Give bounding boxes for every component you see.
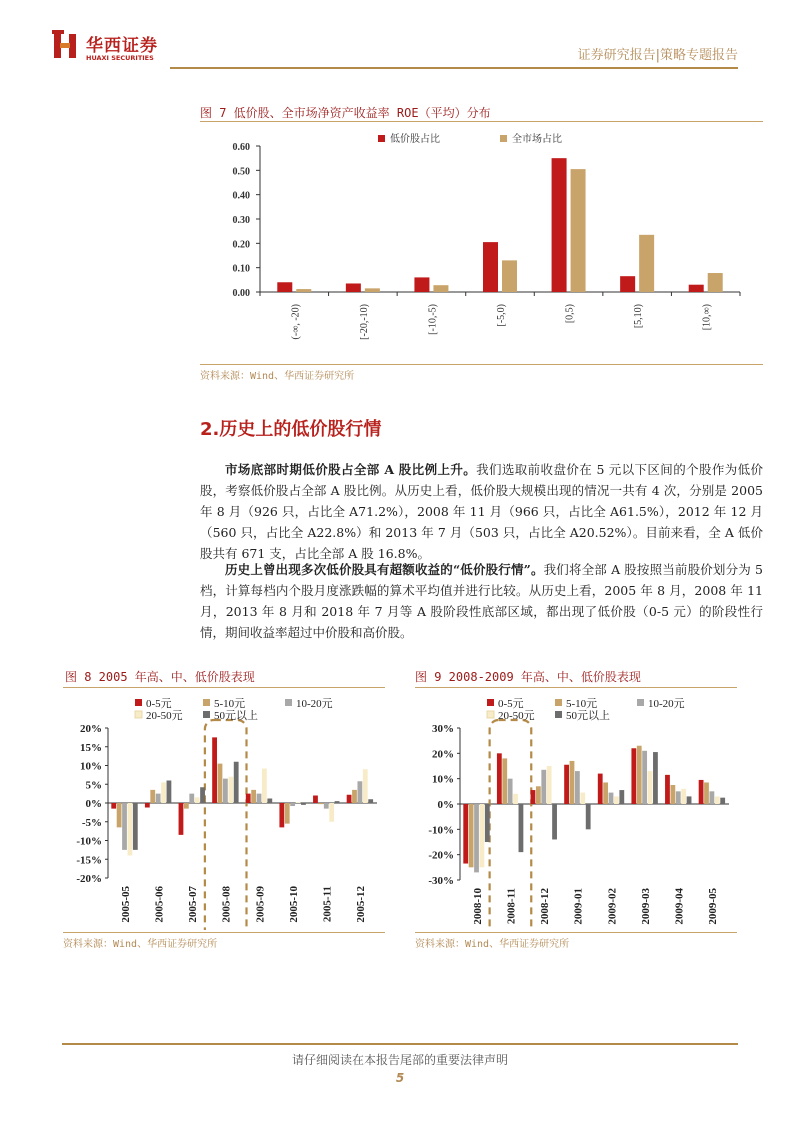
fig8-bar-3 xyxy=(290,803,295,806)
fig8-y-tick-label: -15% xyxy=(76,854,102,867)
fig8-y-tick-label: 0% xyxy=(85,798,102,810)
fig9-bar-5 xyxy=(519,804,524,852)
fig9-x-tick-label: 2009-03 xyxy=(639,888,652,925)
fig9-bar-1 xyxy=(497,753,502,804)
logo-text-cn: 华西证券 xyxy=(86,36,158,56)
fig9-bar-3 xyxy=(609,793,614,804)
fig8-bar-2 xyxy=(150,790,155,803)
fig7-bar-low-price xyxy=(414,277,429,292)
fig9-legend-label: 20-50元 xyxy=(498,710,535,722)
fig7-bar-market xyxy=(433,285,448,292)
paragraph-1 xyxy=(200,459,763,564)
fig8-bar-3 xyxy=(257,794,262,803)
fig9-y-tick-label: -10% xyxy=(428,824,454,837)
fig9-bar-1 xyxy=(463,804,468,864)
fig9-bar-4 xyxy=(547,766,552,804)
fig8-bar-3 xyxy=(189,794,194,803)
fig9-x-tick-label: 2008-11 xyxy=(505,888,518,925)
fig9-bar-2 xyxy=(603,782,608,804)
fig9-legend-swatch xyxy=(487,699,494,706)
fig7-legend-swatch xyxy=(500,135,507,142)
fig8-bar-2 xyxy=(318,803,323,804)
fig8-bar-2 xyxy=(184,803,189,809)
fig8-legend-label: 20-50元 xyxy=(146,710,183,722)
fig8-bar-5 xyxy=(335,801,340,803)
fig8-legend-swatch xyxy=(285,699,292,706)
fig8-legend-label: 0-5元 xyxy=(146,698,172,710)
fig8-bar-5 xyxy=(167,781,172,804)
fig9-x-tick-label: 2009-01 xyxy=(572,888,585,925)
fig8-legend-label: 10-20元 xyxy=(296,698,333,710)
fig8-bar-3 xyxy=(357,781,362,803)
fig8-bar-3 xyxy=(156,794,161,803)
fig9-source: 资料来源：Wind、华西证券研究所 xyxy=(415,939,570,950)
fig9-legend-label: 10-20元 xyxy=(648,698,685,710)
fig8-bar-1 xyxy=(347,795,352,803)
fig9-bottom-rule xyxy=(415,932,737,933)
header xyxy=(0,0,800,72)
fig9-bar-4 xyxy=(513,794,518,804)
fig8-x-tick-label: 2005-06 xyxy=(153,886,166,923)
fig7-chart xyxy=(200,124,763,364)
header-rule xyxy=(170,67,738,69)
fig8-bar-4 xyxy=(262,769,267,804)
fig8-x-tick-label: 2005-10 xyxy=(287,886,300,923)
paragraph-2 xyxy=(200,559,763,643)
fig9-bar-5 xyxy=(485,804,490,842)
fig9-bar-2 xyxy=(637,746,642,804)
fig7-bottom-rule xyxy=(200,364,763,365)
fig7-bar-market xyxy=(639,235,654,292)
fig8-bar-1 xyxy=(313,796,318,804)
fig8-source: 资料来源：Wind、华西证券研究所 xyxy=(63,939,218,950)
fig9-bar-2 xyxy=(704,782,709,804)
fig7-y-tick-label: 0.20 xyxy=(232,239,250,251)
fig7-bar-low-price xyxy=(552,158,567,292)
fig8-y-tick-label: 15% xyxy=(80,741,102,754)
fig7-y-tick-label: 0.00 xyxy=(232,288,250,299)
fig9-bar-2 xyxy=(502,758,507,804)
fig9-bar-1 xyxy=(564,765,569,804)
fig9-chart xyxy=(415,690,737,930)
fig8-top-rule xyxy=(63,687,385,688)
logo-mark-icon xyxy=(52,30,80,60)
fig7-bar-market xyxy=(502,260,517,292)
fig8-bar-3 xyxy=(223,779,228,803)
fig7-source: 资料来源：Wind、华西证券研究所 xyxy=(200,371,355,382)
fig9-bar-3 xyxy=(541,770,546,804)
fig9-x-tick-label: 2009-04 xyxy=(673,888,686,925)
fig7-legend-label: 全市场占比 xyxy=(512,134,562,145)
fig9-top-rule xyxy=(415,687,737,688)
logo-text-en: HUAXI SECURITIES xyxy=(86,54,154,62)
paragraph-2-body: 我们将全部 A 股按照当前股价划分为 5 档，计算每档内个股月度涨跌幅的算术平均值并进行比较。从历史上看，2005 年 8 月，2008 年 11 月，2013 年 8 月和 2018 年 7 月等 A 股阶段性底部区域，都出现了低价股（0-5 元）的阶段性行情，期间收益率超过中价股和高价股。 xyxy=(200,562,763,640)
fig9-legend-swatch xyxy=(487,711,494,718)
fig7-bar-low-price xyxy=(483,242,498,292)
fig8-bar-4 xyxy=(228,777,233,803)
fig9-bar-5 xyxy=(720,798,725,804)
fig7-x-tick-label: [-20,-10) xyxy=(358,304,370,340)
fig7-y-tick-label: 0.60 xyxy=(232,142,250,153)
fig8-bar-2 xyxy=(117,803,122,827)
fig8-legend-swatch xyxy=(135,711,142,718)
fig8-bar-1 xyxy=(145,803,150,808)
fig8-bar-5 xyxy=(234,762,239,803)
fig7-top-rule xyxy=(200,121,763,122)
fig9-bar-1 xyxy=(598,774,603,804)
fig8-bar-4 xyxy=(161,782,166,803)
fig8-y-tick-label: 20% xyxy=(80,723,102,735)
fig8-bar-2 xyxy=(285,803,290,824)
fig9-bar-3 xyxy=(575,771,580,804)
fig8-y-tick-label: 10% xyxy=(80,760,102,773)
fig7-legend-swatch xyxy=(378,135,385,142)
fig8-bar-5 xyxy=(368,799,373,803)
fig8-bar-1 xyxy=(212,737,217,803)
fig7-bar-low-price xyxy=(689,285,704,292)
paragraph-1-body: 我们选取前收盘价在 5 元以下区间的个股作为低价股，考察低价股占全部 A 股比例。从历史上看，低价股大规模出现的情况一共有 4 次，分别是 2005 年 8 月（926 只，占比全 A71.2%），2008 年 11 月（966 只，占比全 A61.5%），2012 年 12 月（560 只，占比全 A22.8%）和 2013 年 7 月（503 只，占比全 A20.52%）。目前来看，全 A 低价股共有 671 支，占比全部 A 股 16.8%。 xyxy=(200,462,764,561)
paragraph-1-lead: 市场底部时期低价股占全部 A 股比例上升。 xyxy=(225,462,477,477)
fig9-bar-4 xyxy=(614,796,619,804)
fig8-bar-5 xyxy=(200,787,205,803)
fig9-bar-2 xyxy=(469,804,474,867)
paragraph-2-lead: 历史上曾出现多次低价股具有超额收益的“低价股行情”。 xyxy=(225,562,544,577)
fig8-bar-4 xyxy=(128,803,133,856)
footer-rule xyxy=(62,1043,738,1045)
fig7-y-tick-label: 0.30 xyxy=(232,215,250,226)
fig8-y-tick-label: 5% xyxy=(85,779,102,792)
fig7-x-tick-label: (-∞, -20) xyxy=(290,304,302,340)
fig9-bar-5 xyxy=(653,752,658,804)
fig9-legend-swatch xyxy=(637,699,644,706)
fig8-legend-label: 50元以上 xyxy=(214,710,258,722)
fig8-bottom-rule xyxy=(63,932,385,933)
fig8-bar-2 xyxy=(352,790,357,803)
fig7-bar-market xyxy=(296,289,311,292)
fig9-x-tick-label: 2009-05 xyxy=(707,888,720,925)
fig8-x-tick-label: 2005-07 xyxy=(187,886,200,923)
fig8-legend-swatch xyxy=(135,699,142,706)
fig9-y-tick-label: 30% xyxy=(432,723,454,735)
fig7-title: 图 7 低价股、全市场净资产收益率 ROE（平均）分布 xyxy=(200,106,491,120)
fig8-bar-4 xyxy=(296,802,301,803)
fig8-title: 图 8 2005 年高、中、低价股表现 xyxy=(65,670,255,684)
fig9-y-tick-label: 0% xyxy=(437,799,454,811)
fig7-x-tick-label: [-10,-5) xyxy=(427,304,439,335)
fig9-bar-5 xyxy=(687,796,692,804)
fig8-chart xyxy=(63,690,385,930)
fig9-bar-1 xyxy=(631,748,636,804)
fig7-y-tick-label: 0.40 xyxy=(232,190,250,202)
fig9-bar-3 xyxy=(709,791,714,804)
fig8-bar-2 xyxy=(251,790,256,803)
fig7-legend-label: 低价股占比 xyxy=(390,134,440,145)
fig7-x-tick-label: [-5,0) xyxy=(496,304,507,327)
fig9-y-tick-label: -20% xyxy=(428,849,454,862)
fig9-bar-4 xyxy=(681,789,686,804)
fig9-bar-4 xyxy=(480,804,485,867)
fig8-x-tick-label: 2005-09 xyxy=(254,886,267,923)
fig9-bar-3 xyxy=(642,751,647,804)
fig9-bar-4 xyxy=(580,793,585,804)
fig7-y-tick-label: 0.10 xyxy=(232,263,250,275)
fig8-legend-swatch xyxy=(203,699,210,706)
fig7-x-tick-label: [5,10) xyxy=(633,304,645,329)
fig8-bar-3 xyxy=(122,803,127,850)
page-number: 5 xyxy=(395,1071,405,1085)
fig7-bar-low-price xyxy=(346,283,361,292)
fig7-y-tick-label: 0.50 xyxy=(232,166,250,178)
fig9-bar-5 xyxy=(586,804,591,829)
fig8-bar-4 xyxy=(363,769,368,803)
fig8-x-tick-label: 2005-08 xyxy=(220,886,233,923)
fig8-x-tick-label: 2005-12 xyxy=(355,886,368,923)
fig9-legend-swatch xyxy=(555,711,562,718)
fig7-bar-market xyxy=(365,288,380,292)
fig9-x-tick-label: 2008-10 xyxy=(471,888,484,925)
fig8-x-tick-label: 2005-05 xyxy=(119,886,132,923)
fig9-y-tick-label: -30% xyxy=(428,875,454,887)
fig8-x-tick-label: 2005-11 xyxy=(321,886,334,923)
fig7-bar-market xyxy=(571,169,586,292)
fig9-title: 图 9 2008-2009 年高、中、低价股表现 xyxy=(415,670,641,684)
fig9-legend-label: 5-10元 xyxy=(566,698,598,710)
fig9-bar-3 xyxy=(676,791,681,804)
fig8-bar-1 xyxy=(246,794,251,803)
fig7-x-tick-label: [0,5) xyxy=(564,304,576,324)
footer-disclaimer: 请仔细阅读在本报告尾部的重要法律声明 xyxy=(291,1053,508,1067)
fig8-bar-2 xyxy=(218,764,223,803)
fig9-y-tick-label: 20% xyxy=(432,748,454,761)
fig7-bar-market xyxy=(708,273,723,292)
fig8-bar-1 xyxy=(111,803,116,809)
fig8-legend-label: 5-10元 xyxy=(214,698,246,710)
fig9-x-tick-label: 2008-12 xyxy=(539,888,552,925)
fig9-bar-1 xyxy=(665,775,670,804)
fig8-bar-1 xyxy=(279,803,284,827)
fig9-bar-2 xyxy=(536,786,541,804)
fig9-bar-2 xyxy=(570,761,575,804)
fig7-bar-low-price xyxy=(620,276,635,292)
fig7-bar-low-price xyxy=(277,282,292,292)
fig8-bar-4 xyxy=(329,803,334,822)
fig9-legend-label: 50元以上 xyxy=(566,710,610,722)
fig8-bar-5 xyxy=(267,799,272,804)
fig8-bar-5 xyxy=(133,803,138,850)
fig9-legend-swatch xyxy=(555,699,562,706)
section-title: 2.历史上的低价股行情 xyxy=(200,419,382,440)
report-type: 证券研究报告|策略专题报告 xyxy=(577,48,738,63)
fig8-bar-5 xyxy=(301,803,306,805)
fig9-x-tick-label: 2009-02 xyxy=(606,888,619,925)
fig8-y-tick-label: -20% xyxy=(76,873,102,885)
fig9-bar-2 xyxy=(670,785,675,804)
fig9-bar-4 xyxy=(648,771,653,804)
fig9-bar-3 xyxy=(508,779,513,804)
fig9-bar-3 xyxy=(474,804,479,872)
fig9-bar-4 xyxy=(715,796,720,804)
fig9-bar-1 xyxy=(531,790,536,804)
fig8-bar-4 xyxy=(195,797,200,803)
fig8-y-tick-label: -5% xyxy=(81,816,102,829)
fig9-bar-5 xyxy=(552,804,557,839)
fig9-bar-5 xyxy=(619,790,624,804)
fig9-legend-label: 0-5元 xyxy=(498,698,524,710)
fig8-bar-3 xyxy=(324,803,329,809)
fig8-bar-1 xyxy=(179,803,184,835)
fig9-bar-1 xyxy=(699,780,704,804)
fig8-legend-swatch xyxy=(203,711,210,718)
fig7-x-tick-label: [10,∞) xyxy=(701,304,713,331)
fig8-y-tick-label: -10% xyxy=(76,835,102,848)
fig9-y-tick-label: 10% xyxy=(432,773,454,786)
